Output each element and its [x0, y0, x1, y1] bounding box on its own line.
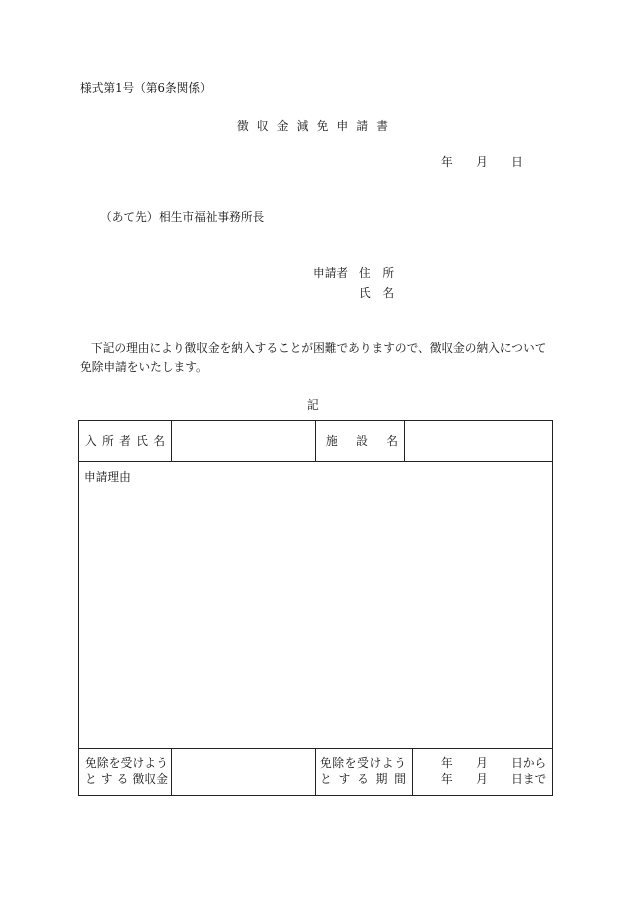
- date-line: 年 月 日: [441, 155, 523, 169]
- exempt-amount-label-line-1: 免除を受けよう: [85, 756, 168, 770]
- reason-label: 申請理由: [84, 470, 131, 484]
- period-to: 年 月 日まで: [441, 772, 547, 786]
- body-text-line-1: 下記の理由により徴収金を納入することが困難でありますので、徴収金の納入について: [91, 341, 547, 355]
- facility-name-label: 施 設 名: [326, 434, 398, 448]
- period-from: 年 月 日から: [441, 756, 547, 770]
- facility-name-label-cell: [316, 421, 404, 461]
- resident-name-label-cell: [79, 421, 171, 461]
- address-label: 住 所: [359, 266, 395, 280]
- reason-cell: [79, 462, 552, 748]
- exempt-amount-label-cell: [79, 749, 171, 795]
- exempt-amount-value-cell: [172, 749, 315, 795]
- name-label: 氏 名: [359, 286, 395, 300]
- resident-name-label: 入 所 者 氏 名: [85, 434, 165, 448]
- recipient-prefix: （あて先）: [100, 210, 159, 224]
- recipient-name: 相生市福祉事務所長: [159, 210, 265, 224]
- applicant-label: 申請者: [313, 266, 349, 280]
- exempt-period-label-line-2: と す る 期 間: [320, 772, 406, 786]
- note-heading: 記: [307, 398, 319, 412]
- resident-name-value-cell: [172, 421, 315, 461]
- application-table: [78, 420, 553, 796]
- exempt-period-dates-cell: [413, 749, 552, 795]
- document-title: 徴 収 金 減 免 申 請 書: [237, 119, 388, 133]
- facility-name-value-cell: [405, 421, 552, 461]
- exempt-period-label-cell: [316, 749, 412, 795]
- exempt-amount-label-line-2: と す る 徴収金: [85, 772, 168, 786]
- form-number: 様式第1号（第6条関係）: [80, 81, 212, 95]
- body-text-line-2: 免除申請をいたします。: [80, 360, 208, 374]
- exempt-period-label-line-1: 免除を受けよう: [320, 756, 406, 770]
